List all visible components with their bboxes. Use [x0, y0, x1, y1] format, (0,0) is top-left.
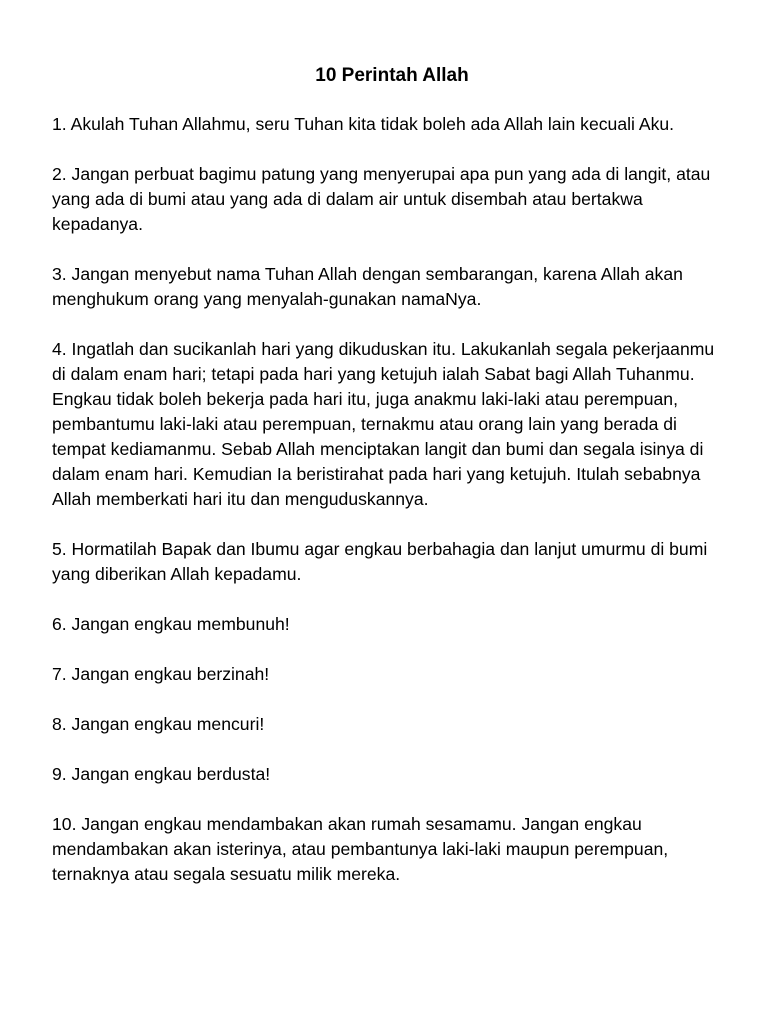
commandment-item: 1. Akulah Tuhan Allahmu, seru Tuhan kita tidak boleh ada Allah lain kecuali Aku. — [52, 114, 675, 134]
commandment-item: 2. Jangan perbuat bagimu patung yang menyerupai apa pun yang ada di langit, atau yang ada di bumi atau yang ada di dalam air untuk disembah atau bertakwa kepadanya. — [52, 164, 711, 234]
commandment-item: 5. Hormatilah Bapak dan Ibumu agar engkau berbahagia dan lanjut umurmu di bumi yang diberikan Allah kepadamu. — [52, 539, 708, 584]
commandment-list — [52, 112, 732, 887]
commandment-item: 4. Ingatlah dan sucikanlah hari yang dikuduskan itu. Lakukanlah segala pekerjaanmu di dalam enam hari; tetapi pada hari yang ketujuh ialah Sabat bagi Allah Tuhanmu. Engkau tidak boleh bekerja pada hari itu, juga anakmu laki-laki atau perempuan, pembantumu laki-laki atau perempuan, ternakmu atau orang lain yang berada di tempat kediamanmu. Sebab Allah menciptakan langit dan bumi dan segala isinya di dalam enam hari. Kemudian Ia beristirahat pada hari yang ketujuh. Itulah sebabnya Allah memberkati hari itu dan menguduskannya. — [52, 339, 715, 509]
commandment-item: 7. Jangan engkau berzinah! — [52, 664, 270, 684]
commandment-item: 10. Jangan engkau mendambakan akan rumah sesamamu. Jangan engkau mendambakan akan isterinya, atau pembantunya laki-laki maupun perempuan, ternaknya atau segala sesuatu milik mereka. — [52, 814, 669, 884]
commandment-item: 8. Jangan engkau mencuri! — [52, 714, 265, 734]
commandment-item: 6. Jangan engkau membunuh! — [52, 614, 290, 634]
document-title: 10 Perintah Allah — [315, 65, 469, 86]
commandment-item: 9. Jangan engkau berdusta! — [52, 764, 271, 784]
commandment-item: 3. Jangan menyebut nama Tuhan Allah dengan sembarangan, karena Allah akan menghukum orang yang menyalah-gunakan namaNya. — [52, 264, 683, 309]
